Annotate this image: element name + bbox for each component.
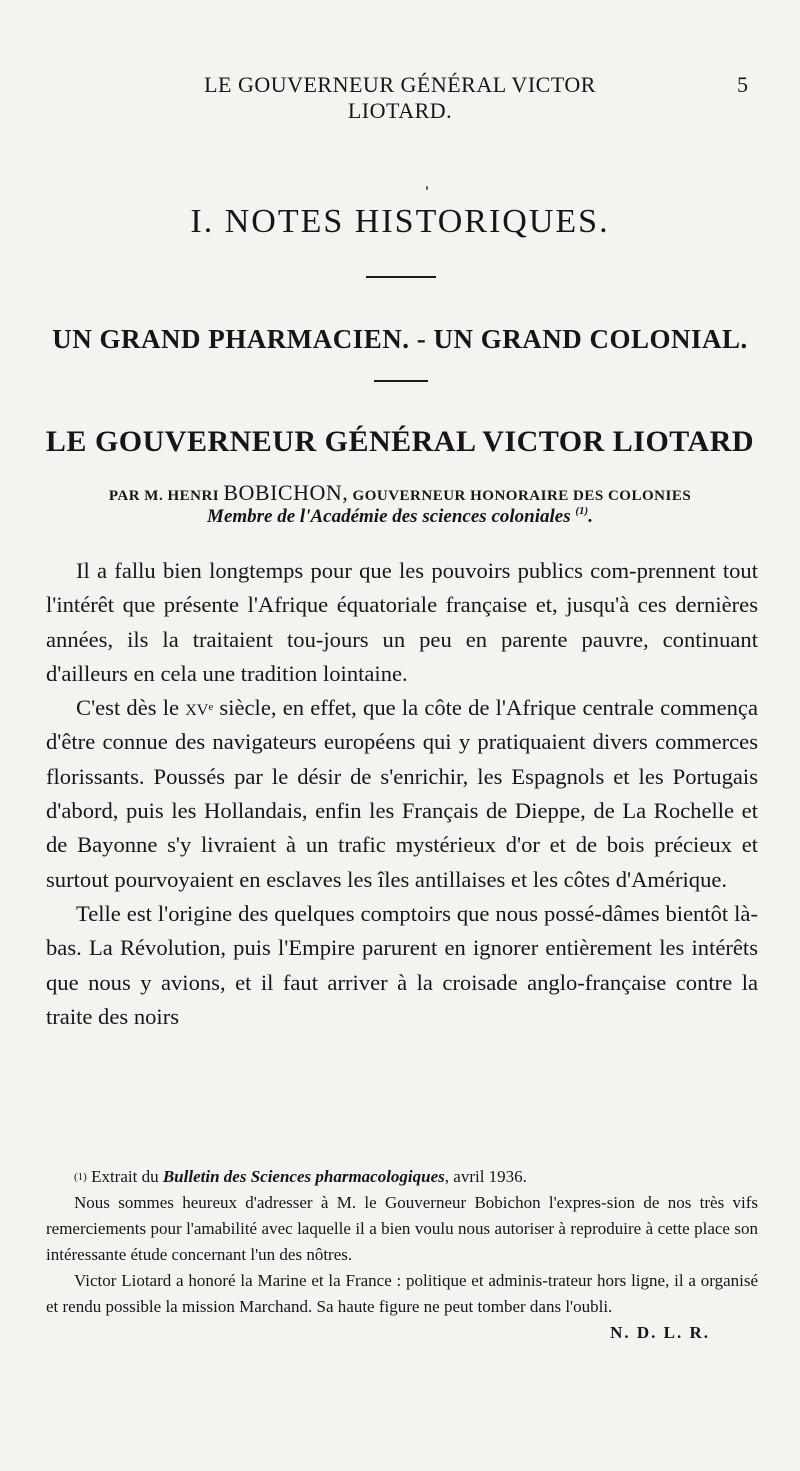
body-paragraph: Telle est l'origine des quelques comptoirs que nous possé-dâmes bientôt là-bas. La Révolution, puis l'Empire parurent en ignorer entièrement les intérêts que nous y avions, et il faut arriver à la croisade anglo-française contre la traite des noirs (46, 900, 758, 1029)
paragraph-text: C'est dès le (76, 695, 186, 721)
section-title: I. NOTES HISTORIQUES. (190, 203, 610, 240)
century-suffix: e (208, 701, 214, 714)
editor-note: Nous sommes heureux d'adresser à M. le Gouverneur Bobichon l'expres-sion de nos très vifs remerciements pour l'amabilité avec laquelle il a bien voulu nous autoriser à reproduire à cette place son intéressante étude concernant l'un des nôtres. (46, 1193, 758, 1264)
author-role: GOUVERNEUR HONORAIRE DES COLONIES (352, 488, 692, 504)
footnote-date: , avril 1936. (444, 1167, 527, 1186)
paragraph-text: siècle, en effet, que la côte de l'Afrique centrale commença d'être connue des navigateurs européens qui y pratiquaient divers commerces florissants. Poussés par le désir de s'enrichir, les Espagnols et les Portugais d'abord, puis les Hollandais, enfin les Français de Dieppe, de La Rochelle et de Bayonne s'y livraient à un trafic mystérieux d'or et de bois précieux et surtout pourvoyaient en esclaves les îles antillaises et les côtes d'Amérique. (46, 695, 758, 892)
journal-title: Bulletin des Sciences pharmacologiques (162, 1167, 445, 1186)
footnote-reference: (1) (575, 505, 589, 517)
footnote-source (46, 1164, 758, 1190)
body-paragraph: Il a fallu bien longtemps pour que les pouvoirs publics com-prennent tout l'intérêt que présente l'Afrique équatoriale française et, jusqu'à ces dernières années, ils la traitaient tou-jours un peu en parente pauvre, continuant d'ailleurs en cela une tradition lointaine. (46, 558, 758, 686)
footnote-marker: (1) (74, 1171, 87, 1183)
running-title: LE GOUVERNEUR GÉNÉRAL VICTOR LIOTARD. (204, 72, 596, 123)
byline-prefix: PAR M. HENRI (108, 488, 220, 504)
byline (0, 480, 800, 506)
page-number: 5 (737, 72, 748, 97)
print-speck (426, 186, 428, 190)
running-header (0, 72, 800, 123)
body-paragraph (46, 691, 758, 897)
footnote-lead: Extrait du (86, 1167, 163, 1186)
author-name: BOBICHON, (223, 480, 349, 505)
century-numeral: xv (185, 695, 209, 721)
separator-rule (366, 276, 436, 278)
editor-signature: N. D. L. R. (610, 1323, 710, 1342)
article-body (46, 554, 758, 1034)
subtitle: UN GRAND PHARMACIEN. - UN GRAND COLONIAL. (52, 324, 748, 354)
author-affiliation (0, 506, 800, 528)
article-title: LE GOUVERNEUR GÉNÉRAL VICTOR LIOTARD (45, 425, 755, 458)
footnotes (46, 1164, 758, 1346)
separator-rule (374, 380, 428, 382)
editor-note: Victor Liotard a honoré la Marine et la France : politique et adminis-trateur hors ligne, il a organisé et rendu possible la mission Marchand. Sa haute figure ne peut tomber dans l'oubli. (46, 1271, 758, 1316)
affiliation-text: Membre de l'Académie des sciences coloniales (207, 506, 571, 527)
affiliation-end: . (588, 506, 593, 527)
